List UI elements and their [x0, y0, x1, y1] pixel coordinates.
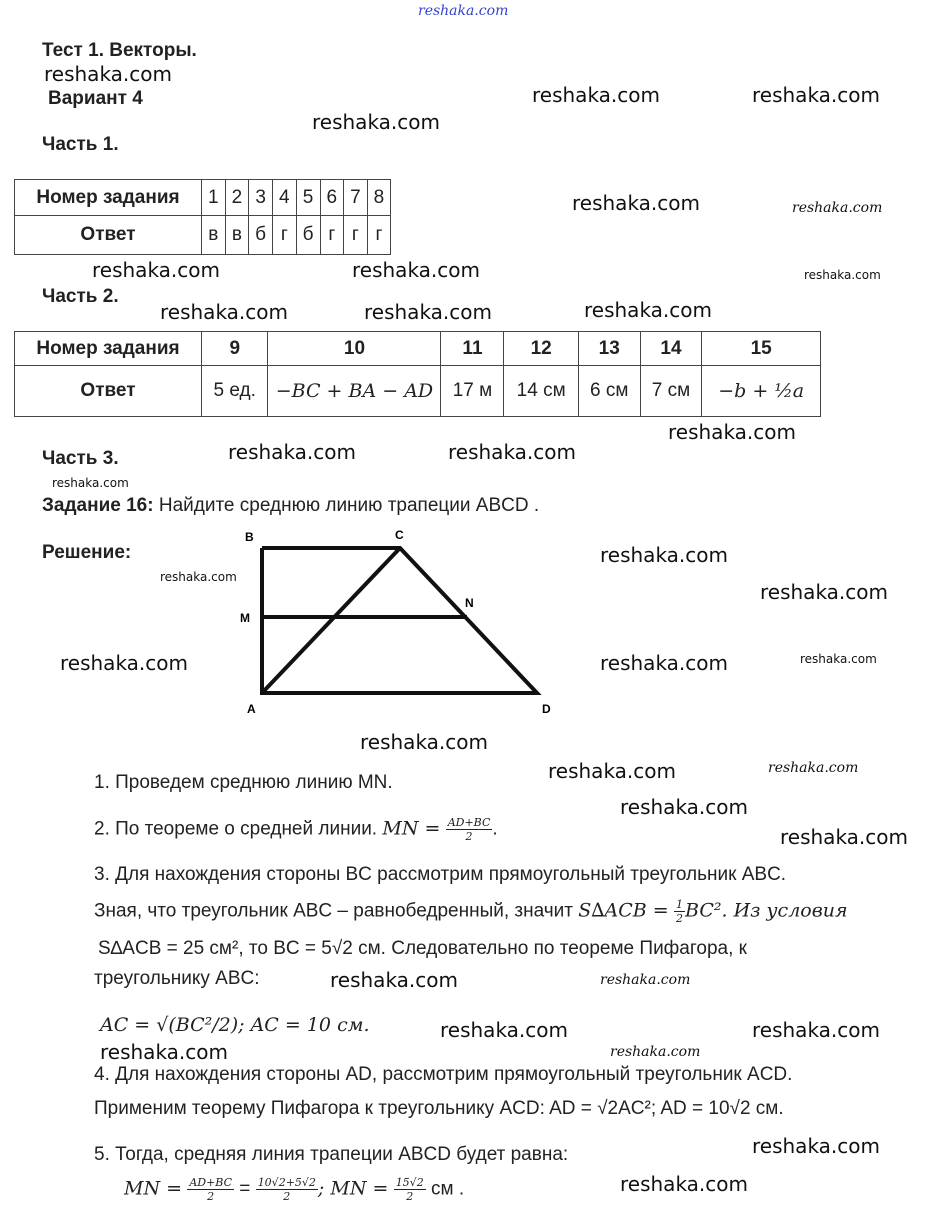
step-1: 1. Проведем среднюю линию MN.: [94, 772, 393, 793]
step-2: 2. По теореме о средней линии. MN = $\frac{AD+BC}{2}$ .: [94, 816, 498, 843]
watermark: reshaka.com: [360, 730, 488, 754]
watermark: reshaka.com: [312, 110, 440, 134]
formula: MN =: [124, 1177, 183, 1200]
task-number: 10: [268, 332, 441, 366]
variant-title: Вариант 4: [48, 88, 143, 109]
part1-table: [14, 179, 391, 255]
watermark: reshaka.com: [780, 825, 908, 849]
task-number: 6: [320, 180, 344, 216]
denominator: 2: [207, 1190, 215, 1203]
denominator: 2: [283, 1190, 291, 1203]
watermark: reshaka.com: [600, 543, 728, 567]
watermark: reshaka.com: [92, 258, 220, 282]
unit: см .: [430, 1178, 465, 1200]
task-number: 7: [344, 180, 368, 216]
label-d: D: [542, 702, 551, 716]
task-number: 11: [441, 332, 504, 366]
part2-table: [14, 331, 821, 417]
task-statement: [42, 495, 539, 517]
step-3c: S∆ACB = 25 см², то BC = 5√2 см. Следовательно по теореме Пифагора, к: [98, 938, 747, 959]
solution-label: Решение:: [42, 542, 132, 563]
watermark: reshaka.com: [330, 968, 458, 992]
test-title: Тест 1. Векторы.: [42, 40, 197, 61]
watermark: reshaka.com: [160, 300, 288, 324]
step-3a: 3. Для нахождения стороны BC рассмотрим прямоугольный треугольник ABC.: [94, 864, 787, 885]
row-header: Номер задания: [15, 180, 202, 216]
watermark: reshaka.com: [440, 1018, 568, 1042]
part3-title: Часть 3.: [42, 448, 119, 469]
watermark: reshaka.com: [600, 651, 728, 675]
denominator: 2: [676, 912, 684, 925]
step-3b-text: Зная, что треугольник ABC – равнобедренный, значит: [94, 900, 573, 922]
answer-cell: 5 ед.: [202, 366, 268, 417]
label-n: N: [465, 596, 474, 610]
watermark: reshaka.com: [100, 1040, 228, 1064]
step-4b: Применим теорему Пифагора к треугольнику ACD: AD = √2AC²; AD = 10√2 см.: [94, 1098, 784, 1119]
numerator: AD+BC: [447, 816, 491, 829]
label-m: M: [240, 611, 250, 625]
answer-cell: 7 см: [640, 366, 702, 417]
watermark: reshaka.com: [668, 420, 796, 444]
diagonal-ac: [262, 548, 400, 693]
watermark: reshaka.com: [768, 760, 859, 776]
watermark: reshaka.com: [160, 570, 237, 584]
answer-cell: г: [320, 216, 344, 255]
task-number: 4: [273, 180, 297, 216]
answer-header: Ответ: [15, 216, 202, 255]
numerator: AD+BC: [189, 1176, 233, 1189]
watermark: reshaka.com: [44, 62, 172, 86]
watermark: reshaka.com: [760, 580, 888, 604]
equals: =: [239, 1178, 251, 1200]
answer-cell: г: [273, 216, 297, 255]
answer-cell: г: [367, 216, 391, 255]
step-3e: AC = √(BC²/2); AC = 10 см.: [100, 1014, 370, 1036]
watermark: reshaka.com: [620, 1172, 748, 1196]
task-number: 3: [249, 180, 273, 216]
trapezoid: [262, 548, 537, 693]
watermark: reshaka.com: [418, 3, 509, 19]
numerator: 1: [676, 898, 684, 911]
watermark: reshaka.com: [584, 298, 712, 322]
task-number: 5: [296, 180, 320, 216]
watermark: reshaka.com: [620, 795, 748, 819]
watermark: reshaka.com: [364, 300, 492, 324]
label-b: B: [245, 530, 254, 544]
step-3d: треугольнику ABC:: [94, 968, 260, 989]
step-5a: 5. Тогда, средняя линия трапеции ABCD будет равна:: [94, 1144, 569, 1165]
watermark: reshaka.com: [448, 440, 576, 464]
step-4a: 4. Для нахождения стороны AD, рассмотрим прямоугольный треугольник ACD.: [94, 1064, 793, 1085]
task-number: 15: [702, 332, 821, 366]
denominator: 2: [406, 1190, 414, 1203]
watermark: reshaka.com: [60, 651, 188, 675]
answer-cell: в: [225, 216, 249, 255]
answer-header: Ответ: [15, 366, 202, 417]
watermark: reshaka.com: [804, 268, 881, 282]
row-header: Номер задания: [15, 332, 202, 366]
watermark: reshaka.com: [752, 83, 880, 107]
fraction: [256, 1176, 318, 1203]
denominator: 2: [465, 830, 473, 843]
watermark: reshaka.com: [800, 652, 877, 666]
answer-cell: в: [202, 216, 226, 255]
part1-title: Часть 1.: [42, 134, 119, 155]
formula: BC². Из условия: [685, 899, 848, 922]
answer-cell: 6 см: [578, 366, 640, 417]
task-number: 2: [225, 180, 249, 216]
answer-cell: 17 м: [441, 366, 504, 417]
watermark: reshaka.com: [532, 83, 660, 107]
task-number: 9: [202, 332, 268, 366]
watermark: reshaka.com: [752, 1134, 880, 1158]
answer-cell: г: [344, 216, 368, 255]
formula: MN =: [382, 817, 441, 840]
task-number: 1: [202, 180, 226, 216]
watermark: reshaka.com: [52, 476, 129, 490]
formula: S∆ACB =: [578, 899, 669, 922]
task-number: 8: [367, 180, 391, 216]
answer-cell: б: [249, 216, 273, 255]
step-5-formula: [124, 1176, 464, 1203]
watermark: reshaka.com: [352, 258, 480, 282]
watermark: reshaka.com: [548, 759, 676, 783]
answer-cell: 14 см: [504, 366, 578, 417]
answer-cell: −b + ½a: [702, 366, 821, 417]
label-c: C: [395, 528, 404, 542]
watermark: reshaka.com: [752, 1018, 880, 1042]
fraction: [446, 816, 493, 843]
fraction: [394, 1176, 426, 1203]
formula: ; MN =: [317, 1177, 389, 1200]
numerator: 15√2: [395, 1176, 424, 1189]
answer-cell: −BC + BA − AD: [268, 366, 441, 417]
task-text: Найдите среднюю линию трапеции ABCD .: [158, 495, 540, 516]
task-number: 14: [640, 332, 702, 366]
label-a: A: [247, 702, 256, 716]
watermark: reshaka.com: [228, 440, 356, 464]
fraction: [674, 898, 685, 925]
task-label: Задание 16:: [42, 495, 154, 516]
step-2-text: 2. По теореме о средней линии.: [94, 818, 378, 840]
watermark: reshaka.com: [610, 1044, 701, 1060]
watermark: reshaka.com: [792, 200, 883, 216]
step-3b: [94, 898, 848, 925]
fraction: [187, 1176, 234, 1203]
numerator: 10√2+5√2: [257, 1176, 316, 1189]
watermark: reshaka.com: [572, 191, 700, 215]
task-number: 13: [578, 332, 640, 366]
part2-title: Часть 2.: [42, 286, 119, 307]
trapezoid-figure: [230, 525, 570, 725]
watermark: reshaka.com: [600, 972, 691, 988]
answer-cell: б: [296, 216, 320, 255]
task-number: 12: [504, 332, 578, 366]
